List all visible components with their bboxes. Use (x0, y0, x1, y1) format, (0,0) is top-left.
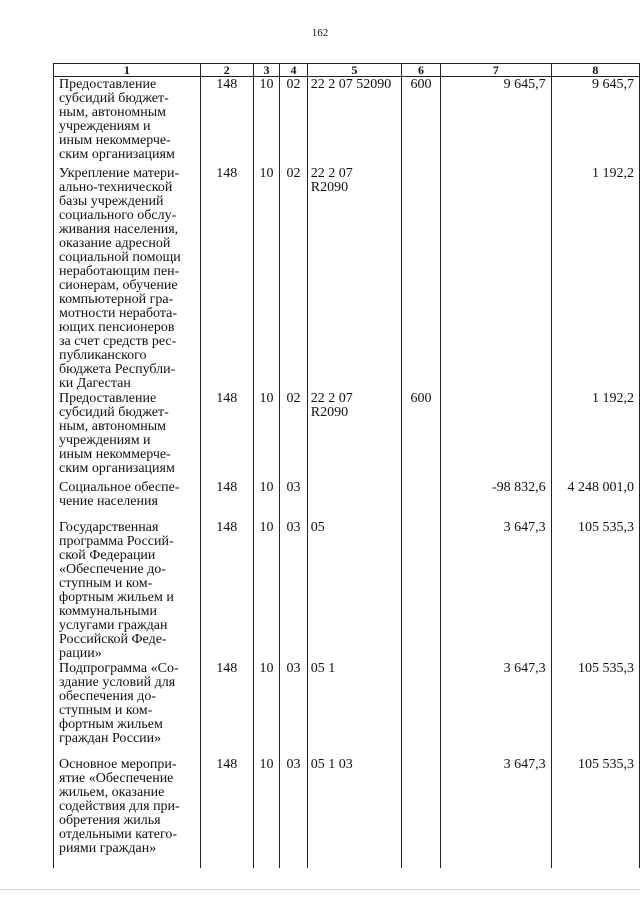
row-name-line: сионерам, обучение (59, 278, 178, 293)
total-amount-cell: 105 535,3 (551, 520, 639, 661)
total-amount-cell: 105 535,3 (551, 661, 639, 757)
ministry-code-cell: 148 (200, 520, 253, 661)
target-article-cell (307, 757, 401, 868)
row-name-cell (54, 757, 201, 868)
row-name-line: ально-технической (59, 180, 173, 195)
row-name-line: за счет средств рес- (59, 334, 177, 349)
row-name-cell (54, 77, 201, 167)
row-name-line: социального обслу- (59, 208, 177, 223)
row-name-line: обретения жилья (59, 813, 161, 828)
total-amount-cell: 1 192,2 (551, 166, 639, 391)
target-article-line: 22 2 07 52090 (310, 77, 392, 92)
row-name-cell (54, 480, 201, 520)
section-code-cell: 10 (253, 166, 280, 391)
row-name-line: Предоставление (59, 391, 157, 406)
expense-type-cell: 600 (401, 77, 440, 167)
row-name-line: обеспечения до- (59, 689, 157, 704)
header-col-1: 1 (54, 64, 201, 77)
target-article-cell (307, 480, 401, 520)
row-name-line: Предоставление (59, 77, 157, 92)
row-name-line: субсидий бюджет- (59, 405, 169, 420)
header-col-3: 3 (253, 64, 280, 77)
header-row (54, 64, 640, 77)
subsection-code-cell: 02 (280, 391, 307, 480)
table-row (54, 166, 640, 391)
section-code-cell: 10 (253, 661, 280, 757)
table-row (54, 77, 640, 167)
row-name-line: граждан России» (59, 731, 162, 746)
row-name-line: живания населения, (59, 222, 179, 237)
target-article-line: 05 (310, 520, 325, 535)
row-name-line: содействия для при- (59, 799, 180, 814)
row-name-line: ступным и ком- (59, 703, 153, 718)
row-name-line: учреждениям и (59, 433, 151, 448)
expense-type-cell (401, 166, 440, 391)
subsection-code-cell: 03 (280, 661, 307, 757)
expense-type-cell (401, 480, 440, 520)
expense-type-cell (401, 757, 440, 868)
expense-type-cell (401, 661, 440, 757)
section-code-cell: 10 (253, 757, 280, 868)
budget-table (53, 63, 640, 868)
target-article-line: R2090 (310, 405, 349, 420)
change-amount-cell: 3 647,3 (441, 661, 552, 757)
row-name-line: компьютерной гра- (59, 292, 174, 307)
row-name-line: здание условий для (59, 675, 176, 690)
target-article-cell (307, 77, 401, 167)
row-name-line: коммунальными (59, 604, 157, 619)
target-article-line: 22 2 07 (310, 391, 353, 406)
row-name-line: Социальное обеспе- (59, 480, 180, 495)
section-code-cell: 10 (253, 520, 280, 661)
target-article-line: 22 2 07 (310, 166, 353, 181)
change-amount-cell: -98 832,6 (441, 480, 552, 520)
row-name-line: иным некоммерче- (59, 447, 171, 462)
target-article-cell (307, 520, 401, 661)
row-name-line: ным, автономным (59, 105, 167, 120)
row-name-line: ятие «Обеспечение (59, 771, 174, 786)
page-bottom-rule (0, 889, 640, 890)
expense-type-cell (401, 520, 440, 661)
row-name-line: ским организациям (59, 147, 175, 162)
target-article-line: 05 1 03 (310, 757, 353, 772)
ministry-code-cell: 148 (200, 391, 253, 480)
subsection-code-cell: 03 (280, 757, 307, 868)
row-name-line: чение населения (59, 494, 158, 509)
section-code-cell: 10 (253, 480, 280, 520)
row-name-line: Российской Феде- (59, 632, 167, 647)
ministry-code-cell: 148 (200, 77, 253, 167)
row-name-line: социальной помощи (59, 250, 181, 265)
ministry-code-cell: 148 (200, 166, 253, 391)
row-name-line: услугами граждан (59, 618, 168, 633)
header-col-2: 2 (200, 64, 253, 77)
change-amount-cell: 3 647,3 (441, 757, 552, 868)
header-col-8: 8 (551, 64, 639, 77)
subsection-code-cell: 03 (280, 520, 307, 661)
table-row (54, 661, 640, 757)
row-name-line: иным некоммерче- (59, 133, 171, 148)
row-name-cell (54, 520, 201, 661)
header-col-7: 7 (441, 64, 552, 77)
row-name-line: отдельными катего- (59, 827, 178, 842)
page-number: 162 (311, 27, 329, 39)
change-amount-cell: 3 647,3 (441, 520, 552, 661)
header-col-4: 4 (280, 64, 307, 77)
target-article-cell (307, 391, 401, 480)
row-name-line: базы учреждений (59, 194, 164, 209)
subsection-code-cell: 02 (280, 166, 307, 391)
ministry-code-cell: 148 (200, 480, 253, 520)
row-name-line: Государственная (59, 520, 159, 535)
section-code-cell: 10 (253, 77, 280, 167)
row-name-line: ки Дагестан (59, 376, 131, 391)
row-name-line: ным, автономным (59, 419, 167, 434)
row-name-line: бюджета Республи- (59, 362, 176, 377)
header-col-6: 6 (401, 64, 440, 77)
row-name-line: риями граждан» (59, 841, 157, 856)
row-name-line: Подпрограмма «Со- (59, 661, 179, 676)
row-name-line: ступным и ком- (59, 576, 153, 591)
row-name-line: ской Федерации (59, 548, 156, 563)
row-name-line: рации» (59, 646, 102, 661)
header-col-5: 5 (307, 64, 401, 77)
ministry-code-cell: 148 (200, 661, 253, 757)
target-article-line: R2090 (310, 180, 349, 195)
section-code-cell: 10 (253, 391, 280, 480)
row-name-line: неработающим пен- (59, 264, 180, 279)
row-name-cell (54, 166, 201, 391)
table-row (54, 520, 640, 661)
row-name-line: мотности неработа- (59, 306, 177, 321)
row-name-cell (54, 391, 201, 480)
row-name-line: оказание адресной (59, 236, 171, 251)
table-row (54, 391, 640, 480)
total-amount-cell: 4 248 001,0 (551, 480, 639, 520)
change-amount-cell: 9 645,7 (441, 77, 552, 167)
row-name-line: Укрепление матери- (59, 166, 180, 181)
change-amount-cell (441, 391, 552, 480)
row-name-line: ским организациям (59, 461, 175, 476)
row-name-line: публиканского (59, 348, 147, 363)
total-amount-cell: 105 535,3 (551, 757, 639, 868)
row-name-line: ющих пенсионеров (59, 320, 175, 335)
target-article-line: 05 1 (310, 661, 336, 676)
row-name-line: учреждениям и (59, 119, 151, 134)
row-name-line: жильем, оказание (59, 785, 165, 800)
row-name-cell (54, 661, 201, 757)
total-amount-cell: 1 192,2 (551, 391, 639, 480)
subsection-code-cell: 03 (280, 480, 307, 520)
target-article-cell (307, 166, 401, 391)
subsection-code-cell: 02 (280, 77, 307, 167)
row-name-line: «Обеспечение до- (59, 562, 166, 577)
total-amount-cell: 9 645,7 (551, 77, 639, 167)
table-row (54, 480, 640, 520)
row-name-line: субсидий бюджет- (59, 91, 169, 106)
target-article-cell (307, 661, 401, 757)
row-name-line: Основное меропри- (59, 757, 177, 772)
table-row (54, 757, 640, 868)
change-amount-cell (441, 166, 552, 391)
row-name-line: фортным жильем и (59, 590, 174, 605)
row-name-line: фортным жильем (59, 717, 163, 732)
row-name-line: программа Россий- (59, 534, 174, 549)
expense-type-cell: 600 (401, 391, 440, 480)
ministry-code-cell: 148 (200, 757, 253, 868)
